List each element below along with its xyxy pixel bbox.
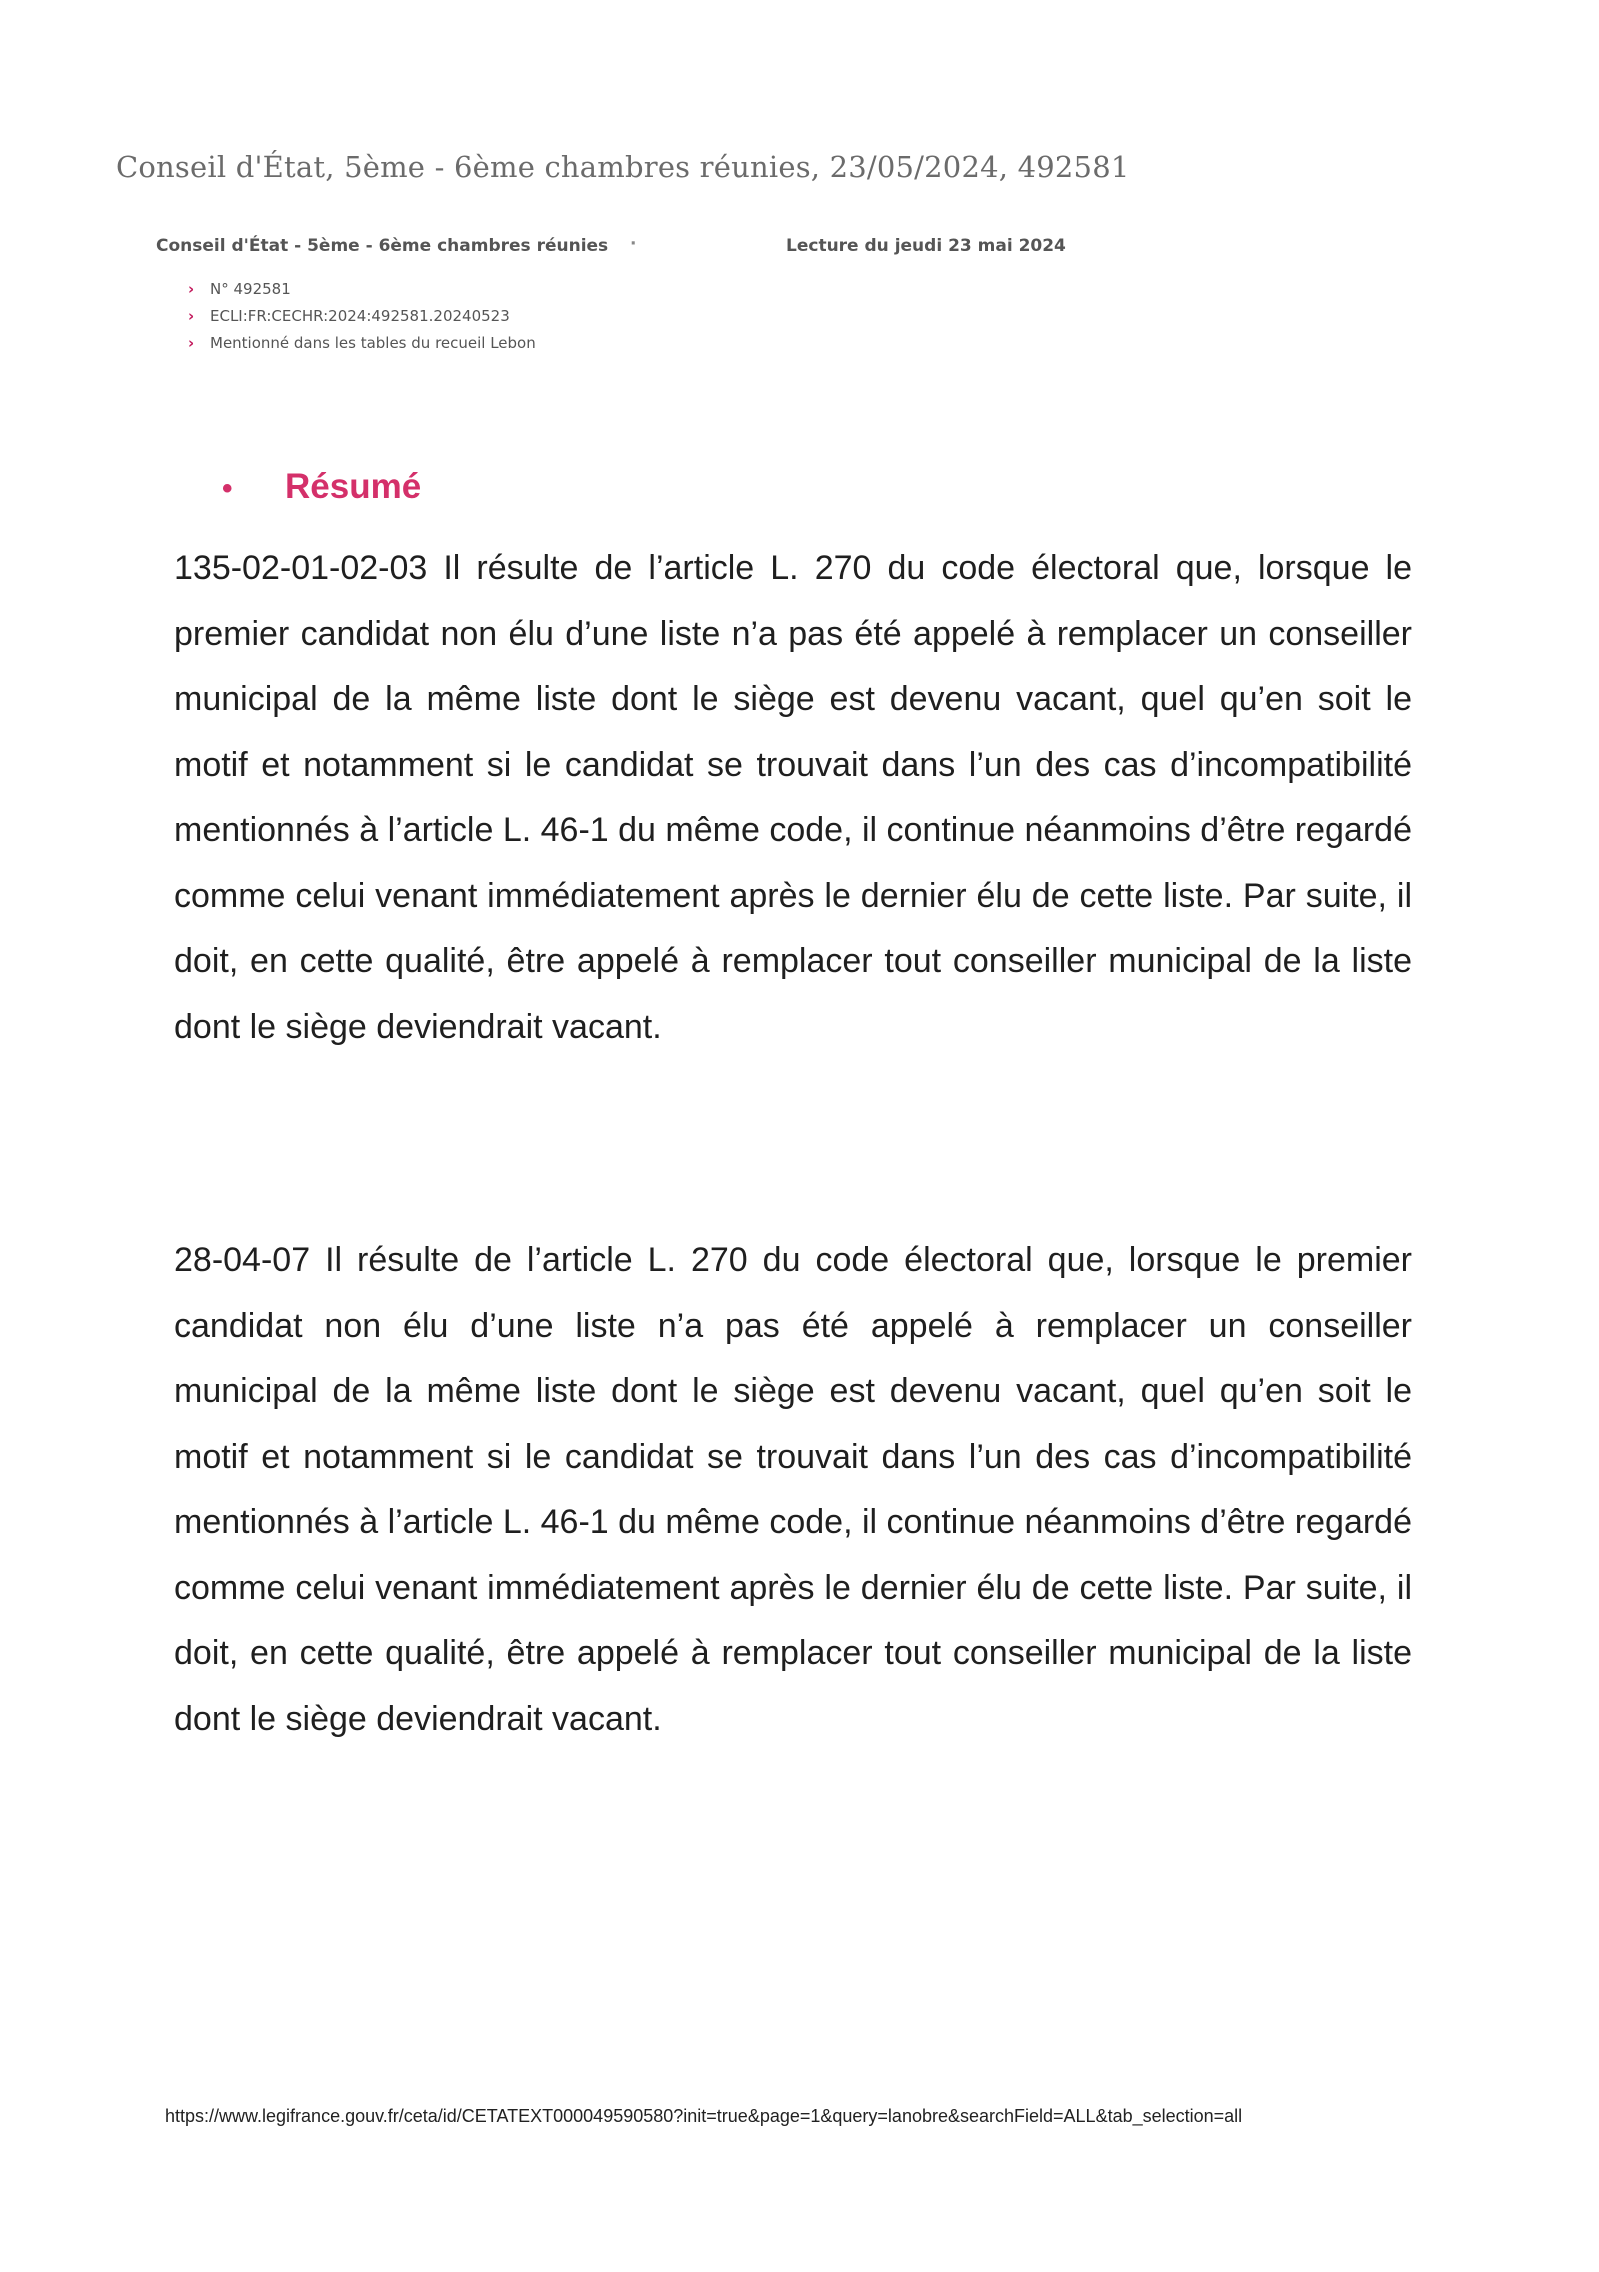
chevron-right-icon: › (188, 280, 195, 298)
ecli-identifier: ECLI:FR:CECHR:2024:492581.20240523 (210, 307, 510, 325)
summary-paragraph: 28-04-07 Il résulte de l’article L. 270 du code électoral que, lorsque le premier candidat non élu d’une liste n’a pas été appelé à remplacer un conseiller municipal de la même liste dont le siège est devenu vacant, quel qu’en soit le motif et notamment si le candidat se trouvait dans l’un des cas d’incompatibilité mentionnés à l’article L. 46-1 du même code, il continue néanmoins d’être regardé comme celui venant immédiatement après le dernier élu de cette liste. Par suite, il doit, en cette qualité, être appelé à remplacer tout conseiller municipal de la liste dont le siège deviendrait vacant. (174, 1241, 1412, 1738)
page-title: Conseil d'État, 5ème - 6ème chambres réunies, 23/05/2024, 492581 (116, 150, 1130, 184)
summary-heading (222, 465, 421, 509)
court-name: Conseil d'État - 5ème - 6ème chambres réunies (156, 236, 609, 256)
reading-date: Lecture du jeudi 23 mai 2024 (786, 236, 1066, 256)
source-url: https://www.legifrance.gouv.fr/ceta/id/CETATEXT000049590580?init=true&page=1&query=lanobre&searchField=ALL&tab_selection=all (165, 2106, 1243, 2126)
list-item (188, 303, 536, 330)
chevron-right-icon: › (188, 334, 195, 352)
list-item (188, 330, 536, 357)
decision-meta-row (156, 234, 1066, 260)
summary-heading-label: Résumé (285, 467, 422, 506)
separator-dot: · (630, 234, 637, 254)
chevron-right-icon: › (188, 307, 195, 325)
list-item (188, 276, 536, 303)
decision-identifiers-list (188, 276, 536, 357)
decision-number: N° 492581 (210, 280, 291, 298)
summary-paragraph: 135-02-01-02-03 Il résulte de l’article L. 270 du code électoral que, lorsque le premier candidat non élu d’une liste n’a pas été appelé à remplacer un conseiller municipal de la même liste dont le siège est devenu vacant, quel qu’en soit le motif et notamment si le candidat se trouvait dans l’un des cas d’incompatibilité mentionnés à l’article L. 46-1 du même code, il continue néanmoins d’être regardé comme celui venant immédiatement après le dernier élu de cette liste. Par suite, il doit, en cette qualité, être appelé à remplacer tout conseiller municipal de la liste dont le siège deviendrait vacant. (174, 549, 1412, 1046)
bullet-icon: • (222, 472, 233, 505)
lebon-mention: Mentionné dans les tables du recueil Lebon (210, 334, 536, 352)
